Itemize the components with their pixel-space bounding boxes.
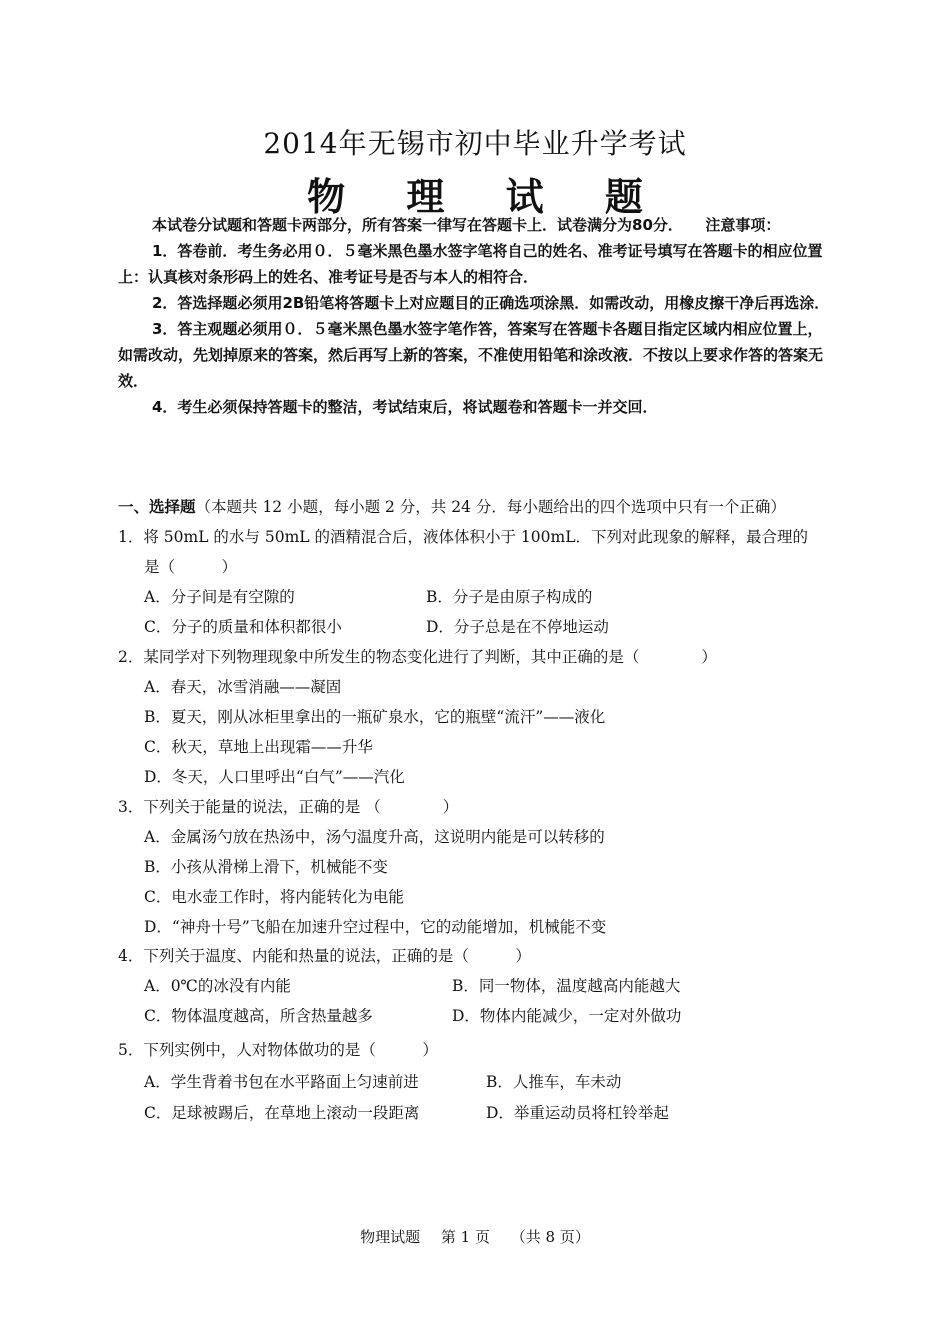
option-d: D．物体内能减少，一定对外做功 [452, 1007, 682, 1025]
option-b: B．同一物体，温度越高内能越大 [452, 977, 681, 995]
notice-item: 2．答选择题必须用2B铅笔将答题卡上对应题目的正确选项涂黑．如需改动，用橡皮擦干净后再选涂． [152, 294, 830, 312]
section-label: 一、选择题 [118, 498, 196, 516]
option-a: A．金属汤勺放在热汤中，汤勺温度升高，这说明内能是可以转移的 [144, 828, 605, 846]
footer-total-pages: （共 8 页） [510, 1228, 590, 1246]
notice-block [118, 212, 834, 420]
option-c: C．秋天，草地上出现霜——升华 [144, 738, 373, 756]
option-a: A．分子间是有空隙的 [144, 588, 295, 606]
question-stem: 3．下列关于能量的说法，正确的是 （ ） [118, 798, 459, 816]
footer-page-number: 第 1 页 [440, 1228, 490, 1246]
question-stem: 2．某同学对下列物理现象中所发生的物态变化进行了判断，其中正确的是（ ） [118, 648, 717, 666]
option-a: A．春天，冰雪消融——凝固 [144, 678, 342, 696]
option-c: C．分子的质量和体积都很小 [144, 618, 342, 636]
subject-title: 物 理 试 题 [307, 174, 667, 219]
option-b: B．夏天，刚从冰柜里拿出的一瓶矿泉水，它的瓶壁“流汗”——液化 [144, 708, 606, 726]
option-d: D．分子总是在不停地运动 [426, 618, 609, 636]
footer-subject: 物理试题 [360, 1228, 421, 1246]
section-desc: （本题共 12 小题，每小题 2 分，共 24 分．每小题给出的四个选项中只有一个正确） [195, 498, 786, 516]
exam-title: 2014年无锡市初中毕业升学考试 [263, 127, 687, 160]
question-stem: 5．下列实例中，人对物体做功的是（ ） [118, 1041, 438, 1059]
question-stem: 1．将 50mL 的水与 50mL 的酒精混合后，液体体积小于 100mL．下列对此现象的解释，最合理的 [118, 528, 809, 546]
option-a: A．学生背着书包在水平路面上匀速前进 [144, 1073, 419, 1091]
option-b: B．人推车，车未动 [486, 1073, 622, 1091]
notice-item: 1．答卷前．考生务必用０．５毫米黑色墨水签字笔将自己的姓名、准考证号填写在答题卡的相应位置上：认真核对条形码上的姓名、准考证号是否与本人的相符合． [118, 242, 823, 286]
question-stem: 4．下列关于温度、内能和热量的说法，正确的是（ ） [118, 947, 531, 965]
option-a: A．0℃的冰没有内能 [144, 977, 291, 995]
page-footer [0, 1226, 950, 1247]
option-b: B．分子是由原子构成的 [426, 588, 593, 606]
option-c: C．物体温度越高，所含热量越多 [144, 1007, 373, 1025]
option-d: D．举重运动员将杠铃举起 [486, 1104, 669, 1122]
option-d: D．“神舟十号”飞船在加速升空过程中，它的动能增加，机械能不变 [144, 918, 607, 936]
section-heading [118, 497, 786, 517]
question-stem-cont: 是（ ） [144, 558, 238, 576]
notice-item: 4．考生必须保持答题卡的整洁，考试结束后，将试题卷和答题卡一并交回． [152, 398, 658, 416]
option-c: C．电水壶工作时，将内能转化为电能 [144, 888, 404, 906]
notice-intro: 本试卷分试题和答题卡两部分，所有答案一律写在答题卡上．试卷满分为80分． 注意事项： [152, 216, 781, 234]
notice-item: 3．答主观题必须用０．５毫米黑色墨水签字笔作答，答案写在答题卡各题目指定区域内相应位置上，如需改动，先划掉原来的答案，然后再写上新的答案，不准使用铅笔和涂改液．不按以上要求作答的答案无效． [118, 320, 824, 390]
option-c: C．足球被踢后，在草地上滚动一段距离 [144, 1104, 420, 1122]
option-b: B．小孩从滑梯上滑下，机械能不变 [144, 858, 388, 876]
option-d: D．冬天，人口里呼出“白气”——汽化 [144, 768, 405, 786]
